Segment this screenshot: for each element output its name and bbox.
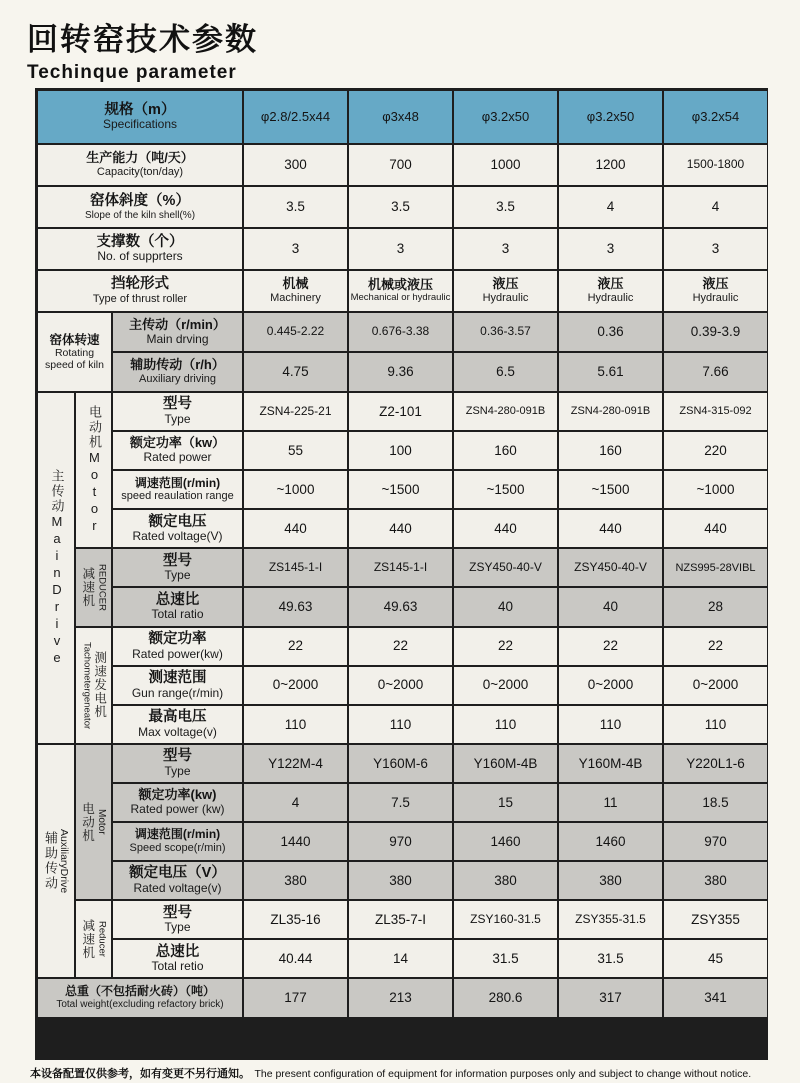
tachometer-value-cell: 110 bbox=[349, 706, 452, 743]
motor-value-cell: ZSN4-280-091B bbox=[454, 393, 557, 430]
motor-value-cell: Y160M-4B bbox=[454, 745, 557, 782]
motor-value-cell: 970 bbox=[664, 823, 767, 860]
reducer-subgroup-cell: 减速机 REDUCER bbox=[76, 549, 111, 625]
aux-driving-value-cell: 7.66 bbox=[664, 353, 767, 391]
tachometer-value-cell: 22 bbox=[664, 628, 767, 665]
aux-driving-value-cell: 4.75 bbox=[244, 353, 347, 391]
slope-value-cell: 3.5 bbox=[349, 187, 452, 227]
footnote bbox=[30, 1064, 790, 1082]
page-title bbox=[27, 14, 258, 84]
motor-value-cell: ~1500 bbox=[454, 471, 557, 508]
tachometer-value-cell: 110 bbox=[559, 706, 662, 743]
slope-value-cell: 3.5 bbox=[454, 187, 557, 227]
footnote-en: The present configuration of equipment for information purposes only and subject to change without notice. bbox=[254, 1068, 752, 1080]
slope-label-cell: 窑体斜度（%） Slope of the kiln shell(%) bbox=[38, 187, 242, 227]
model-header-cell: φ3.2x50 bbox=[454, 91, 557, 143]
capacity-label-cell: 生产能力（吨/天） Capacity(ton/day) bbox=[38, 145, 242, 185]
reducer-value-cell: ZSY355-31.5 bbox=[559, 901, 662, 938]
tachometer-value-cell: 22 bbox=[559, 628, 662, 665]
motor-value-cell: 440 bbox=[454, 510, 557, 547]
total-weight-label-cell: 总重（不包括耐火砖）（吨） Total weight(excluding refactory brick) bbox=[38, 979, 242, 1016]
reducer-subgroup-cell: 减速机 Reducer bbox=[76, 901, 111, 977]
motor-value-cell: 440 bbox=[664, 510, 767, 547]
motor-value-cell: ~1500 bbox=[349, 471, 452, 508]
main-driving-value-cell: 0.39-3.9 bbox=[664, 313, 767, 351]
motor-row-label-cell: 额定电压（V） Rated voltage(v) bbox=[113, 862, 242, 899]
supports-value-cell: 3 bbox=[559, 229, 662, 269]
motor-subgroup-cell: 电动机Motor bbox=[76, 393, 111, 547]
thrust-value-cell: 液压 Hydraulic bbox=[454, 271, 557, 311]
reducer-value-cell: 49.63 bbox=[349, 588, 452, 625]
tachometer-value-cell: 0~2000 bbox=[349, 667, 452, 704]
reducer-row-label-cell: 型号 Type bbox=[113, 901, 242, 938]
slope-value-cell: 4 bbox=[559, 187, 662, 227]
motor-value-cell: 11 bbox=[559, 784, 662, 821]
reducer-value-cell: 14 bbox=[349, 940, 452, 977]
motor-subgroup-cell: 电动机 Motor bbox=[76, 745, 111, 899]
spec-header-cell: 规格（m） Specifications bbox=[38, 91, 242, 143]
motor-value-cell: 220 bbox=[664, 432, 767, 469]
reducer-value-cell: ZL35-16 bbox=[244, 901, 347, 938]
motor-value-cell: 380 bbox=[349, 862, 452, 899]
reducer-value-cell: 31.5 bbox=[559, 940, 662, 977]
tachometer-row-label-cell: 最高电压 Max voltage(v) bbox=[113, 706, 242, 743]
motor-row-label-cell: 额定电压 Rated voltage(V) bbox=[113, 510, 242, 547]
tachometer-value-cell: 22 bbox=[349, 628, 452, 665]
motor-value-cell: 160 bbox=[454, 432, 557, 469]
reducer-value-cell: ZS145-1-I bbox=[244, 549, 347, 586]
kiln-parameter-table bbox=[35, 88, 768, 1060]
motor-value-cell: Y160M-6 bbox=[349, 745, 452, 782]
reducer-value-cell: 40.44 bbox=[244, 940, 347, 977]
main-driving-value-cell: 0.676-3.38 bbox=[349, 313, 452, 351]
motor-row-label-cell: 型号 Type bbox=[113, 393, 242, 430]
supports-value-cell: 3 bbox=[244, 229, 347, 269]
main-drive-group-cell: 主传动MainDrive bbox=[38, 393, 74, 743]
reducer-value-cell: ZSY355 bbox=[664, 901, 767, 938]
capacity-value-cell: 1000 bbox=[454, 145, 557, 185]
motor-row-label-cell: 调速范围(r/min) speed reaulation range bbox=[113, 471, 242, 508]
motor-value-cell: 380 bbox=[244, 862, 347, 899]
tachometer-row-label-cell: 额定功率 Rated power(kw) bbox=[113, 628, 242, 665]
motor-value-cell: ZSN4-315-092 bbox=[664, 393, 767, 430]
tachometer-value-cell: 0~2000 bbox=[664, 667, 767, 704]
aux-driving-value-cell: 5.61 bbox=[559, 353, 662, 391]
motor-value-cell: Y160M-4B bbox=[559, 745, 662, 782]
total-weight-value-cell: 213 bbox=[349, 979, 452, 1016]
page-title-cn: 回转窑技术参数 bbox=[27, 22, 258, 57]
motor-value-cell: 7.5 bbox=[349, 784, 452, 821]
reducer-value-cell: 40 bbox=[559, 588, 662, 625]
motor-value-cell: Z2-101 bbox=[349, 393, 452, 430]
total-weight-value-cell: 317 bbox=[559, 979, 662, 1016]
motor-value-cell: 55 bbox=[244, 432, 347, 469]
model-header-cell: φ3.2x54 bbox=[664, 91, 767, 143]
tachometer-value-cell: 0~2000 bbox=[559, 667, 662, 704]
capacity-value-cell: 1200 bbox=[559, 145, 662, 185]
model-header-cell: φ3x48 bbox=[349, 91, 452, 143]
footnote-cn: 本设备配置仅供参考，如有变更不另行通知。 bbox=[30, 1068, 250, 1080]
motor-row-label-cell: 型号 Type bbox=[113, 745, 242, 782]
motor-value-cell: 1440 bbox=[244, 823, 347, 860]
reducer-value-cell: 45 bbox=[664, 940, 767, 977]
tachometer-subgroup-cell: Tachometergeneator 测速发电机 bbox=[76, 628, 111, 743]
motor-row-label-cell: 额定功率（kw） Rated power bbox=[113, 432, 242, 469]
main-driving-value-cell: 0.36 bbox=[559, 313, 662, 351]
reducer-row-label-cell: 型号 Type bbox=[113, 549, 242, 586]
reducer-value-cell: 49.63 bbox=[244, 588, 347, 625]
motor-value-cell: Y122M-4 bbox=[244, 745, 347, 782]
reducer-row-label-cell: 总速比 Total ratio bbox=[113, 588, 242, 625]
motor-value-cell: 440 bbox=[244, 510, 347, 547]
supports-value-cell: 3 bbox=[454, 229, 557, 269]
motor-value-cell: ~1500 bbox=[559, 471, 662, 508]
tachometer-value-cell: 110 bbox=[244, 706, 347, 743]
motor-value-cell: 440 bbox=[559, 510, 662, 547]
reducer-value-cell: ZSY160-31.5 bbox=[454, 901, 557, 938]
reducer-value-cell: ZS145-1-I bbox=[349, 549, 452, 586]
motor-value-cell: 380 bbox=[454, 862, 557, 899]
aux-driving-value-cell: 9.36 bbox=[349, 353, 452, 391]
motor-row-label-cell: 额定功率(kw) Rated power (kw) bbox=[113, 784, 242, 821]
motor-value-cell: ZSN4-225-21 bbox=[244, 393, 347, 430]
motor-row-label-cell: 调速范围(r/min) Speed scope(r/min) bbox=[113, 823, 242, 860]
thrust-value-cell: 液压 Hydraulic bbox=[664, 271, 767, 311]
motor-value-cell: 380 bbox=[559, 862, 662, 899]
motor-value-cell: 380 bbox=[664, 862, 767, 899]
supports-value-cell: 3 bbox=[664, 229, 767, 269]
thrust-value-cell: 液压 Hydraulic bbox=[559, 271, 662, 311]
motor-value-cell: 970 bbox=[349, 823, 452, 860]
slope-value-cell: 4 bbox=[664, 187, 767, 227]
tachometer-row-label-cell: 测速范围 Gun range(r/min) bbox=[113, 667, 242, 704]
slope-value-cell: 3.5 bbox=[244, 187, 347, 227]
motor-value-cell: 1460 bbox=[454, 823, 557, 860]
total-weight-value-cell: 341 bbox=[664, 979, 767, 1016]
main-driving-label-cell: 主传动（r/min） Main drving bbox=[113, 313, 242, 351]
tachometer-value-cell: 22 bbox=[244, 628, 347, 665]
motor-value-cell: ZSN4-280-091B bbox=[559, 393, 662, 430]
model-header-cell: φ2.8/2.5x44 bbox=[244, 91, 347, 143]
main-driving-value-cell: 0.445-2.22 bbox=[244, 313, 347, 351]
motor-value-cell: 1460 bbox=[559, 823, 662, 860]
motor-value-cell: ~1000 bbox=[664, 471, 767, 508]
tachometer-value-cell: 0~2000 bbox=[244, 667, 347, 704]
reducer-value-cell: ZSY450-40-V bbox=[454, 549, 557, 586]
motor-value-cell: 160 bbox=[559, 432, 662, 469]
aux-driving-value-cell: 6.5 bbox=[454, 353, 557, 391]
thrust-label-cell: 挡轮形式 Type of thrust roller bbox=[38, 271, 242, 311]
reducer-value-cell: 31.5 bbox=[454, 940, 557, 977]
rotating-speed-group-cell: 窑体转速 Rotating speed of kiln bbox=[38, 313, 111, 391]
total-weight-value-cell: 177 bbox=[244, 979, 347, 1016]
aux-drive-group-cell: 辅助传动 AuxiliaryDrive bbox=[38, 745, 74, 978]
reducer-value-cell: ZL35-7-I bbox=[349, 901, 452, 938]
reducer-value-cell: 40 bbox=[454, 588, 557, 625]
motor-value-cell: Y220L1-6 bbox=[664, 745, 767, 782]
tachometer-value-cell: 0~2000 bbox=[454, 667, 557, 704]
reducer-value-cell: ZSY450-40-V bbox=[559, 549, 662, 586]
motor-value-cell: 15 bbox=[454, 784, 557, 821]
total-weight-value-cell: 280.6 bbox=[454, 979, 557, 1016]
model-header-cell: φ3.2x50 bbox=[559, 91, 662, 143]
thrust-value-cell: 机械 Machinery bbox=[244, 271, 347, 311]
supports-label-cell: 支撑数（个） No. of supprters bbox=[38, 229, 242, 269]
main-driving-value-cell: 0.36-3.57 bbox=[454, 313, 557, 351]
aux-driving-label-cell: 辅助传动（r/h） Auxiliary driving bbox=[113, 353, 242, 391]
motor-value-cell: 440 bbox=[349, 510, 452, 547]
reducer-value-cell: NZS995-28VIBL bbox=[664, 549, 767, 586]
capacity-value-cell: 700 bbox=[349, 145, 452, 185]
motor-value-cell: 18.5 bbox=[664, 784, 767, 821]
thrust-value-cell: 机械或液压 Mechanical or hydraulic bbox=[349, 271, 452, 311]
capacity-value-cell: 1500-1800 bbox=[664, 145, 767, 185]
tachometer-value-cell: 110 bbox=[664, 706, 767, 743]
tachometer-value-cell: 22 bbox=[454, 628, 557, 665]
page-title-en: Techinque parameter bbox=[27, 62, 237, 83]
motor-value-cell: 4 bbox=[244, 784, 347, 821]
supports-value-cell: 3 bbox=[349, 229, 452, 269]
motor-value-cell: ~1000 bbox=[244, 471, 347, 508]
tachometer-value-cell: 110 bbox=[454, 706, 557, 743]
reducer-row-label-cell: 总速比 Total retio bbox=[113, 940, 242, 977]
reducer-value-cell: 28 bbox=[664, 588, 767, 625]
capacity-value-cell: 300 bbox=[244, 145, 347, 185]
motor-value-cell: 100 bbox=[349, 432, 452, 469]
